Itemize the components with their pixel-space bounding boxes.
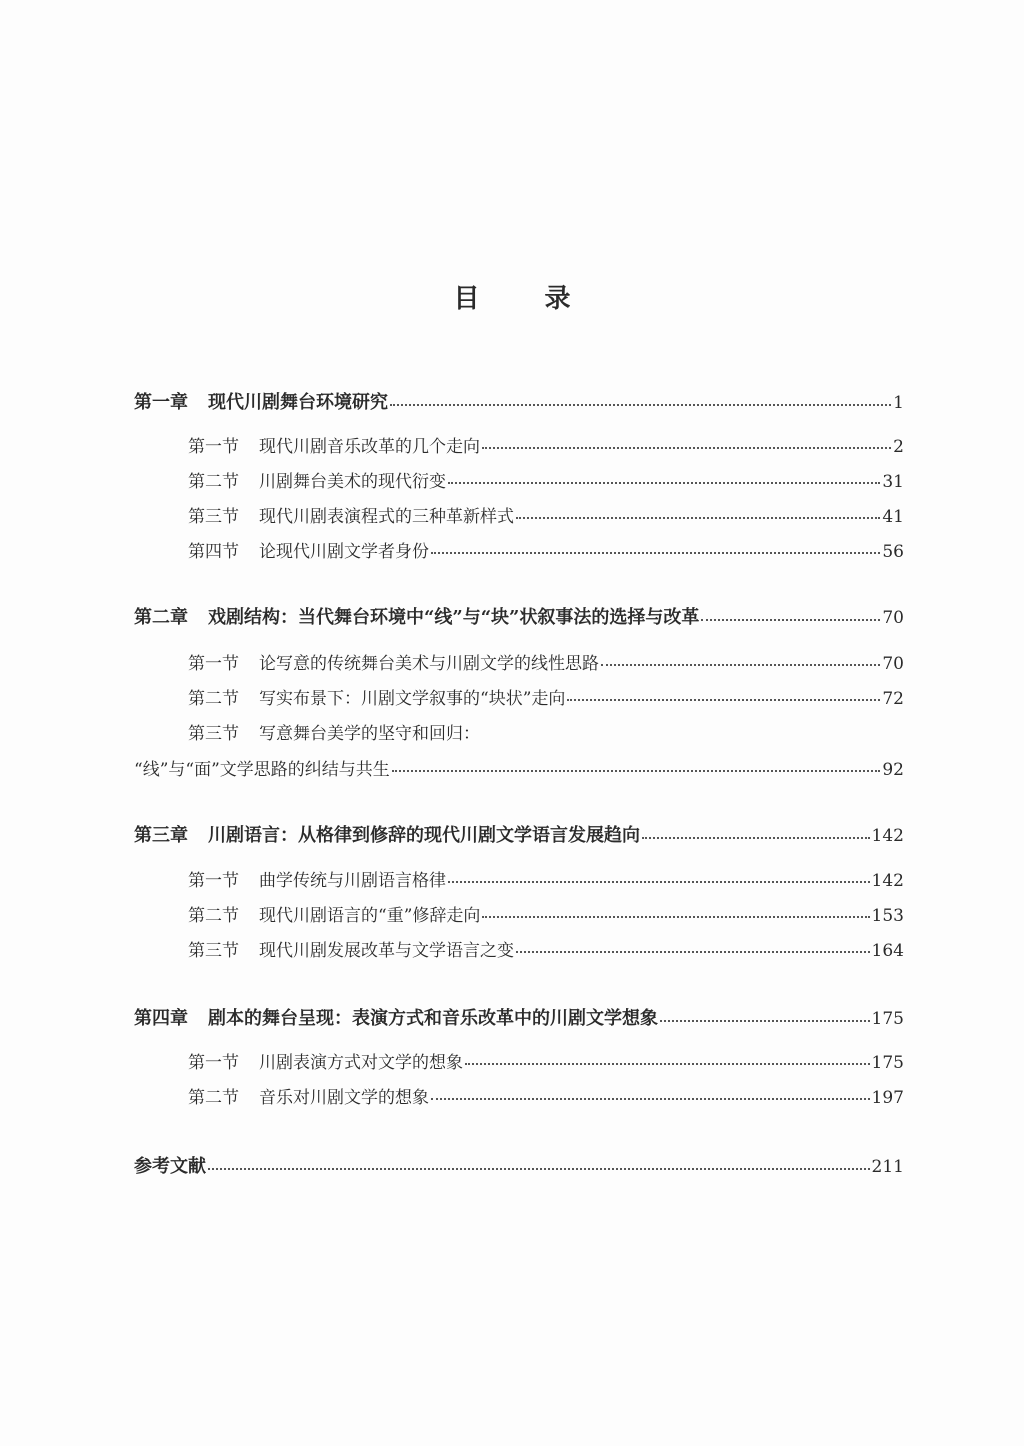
toc-section-2-1[interactable]: [188, 649, 904, 674]
page-number: 175: [871, 1009, 904, 1029]
dot-leader: [465, 1062, 870, 1065]
dot-leader: [701, 618, 880, 621]
dot-leader: [516, 516, 880, 519]
toc-section-3-1[interactable]: [188, 866, 904, 891]
toc-chapter-1[interactable]: [134, 388, 904, 414]
toc-section-1-3[interactable]: [188, 502, 904, 527]
toc-section-2-2[interactable]: [188, 684, 904, 709]
page-number: 142: [871, 826, 904, 846]
page-number: 197: [871, 1088, 904, 1108]
toc-section-4-1[interactable]: [188, 1048, 904, 1073]
dot-leader: [431, 551, 880, 554]
section-title: 川剧表演方式对文学的想象: [259, 1053, 463, 1073]
page-number: 153: [871, 906, 904, 926]
section-label: 第一节: [188, 437, 239, 457]
page-number: 164: [871, 941, 904, 961]
dot-leader: [642, 836, 870, 839]
toc-section-4-2[interactable]: [188, 1083, 904, 1108]
section-title: 现代川剧音乐改革的几个走向: [259, 437, 480, 457]
section-title: 现代川剧发展改革与文学语言之变: [259, 941, 514, 961]
dot-leader: [431, 1097, 870, 1100]
section-title: 川剧舞台美术的现代衍变: [259, 472, 446, 492]
toc-section-2-3-continuation[interactable]: [134, 755, 904, 780]
section-title: 音乐对川剧文学的想象: [259, 1088, 429, 1108]
toc-section-1-2[interactable]: [188, 467, 904, 492]
dot-leader: [567, 698, 880, 701]
toc-section-3-3[interactable]: [188, 936, 904, 961]
dot-leader: [392, 769, 881, 772]
page-number: 92: [882, 760, 904, 780]
section-title: 现代川剧表演程式的三种革新样式: [259, 507, 514, 527]
section-label: 第二节: [188, 472, 239, 492]
references-title: 参考文献: [134, 1156, 206, 1177]
dot-leader: [208, 1167, 870, 1170]
section-label: 第三节: [188, 941, 239, 961]
page-number: 41: [882, 507, 904, 527]
section-title: 论写意的传统舞台美术与川剧文学的线性思路: [259, 654, 599, 674]
toc-section-3-2[interactable]: [188, 901, 904, 926]
page-number: 142: [871, 871, 904, 891]
dot-leader: [482, 446, 891, 449]
toc-section-1-4[interactable]: [188, 537, 904, 562]
dot-leader: [390, 403, 891, 406]
page-number: 70: [882, 608, 904, 628]
section-label: 第一节: [188, 871, 239, 891]
chapter-label: 第四章: [134, 1008, 188, 1029]
dot-leader: [448, 880, 870, 883]
dot-leader: [516, 950, 870, 953]
page-number: 2: [893, 437, 904, 457]
page-number: 1: [893, 393, 904, 413]
section-title: 论现代川剧文学者身份: [259, 542, 429, 562]
chapter-title: 现代川剧舞台环境研究: [208, 392, 388, 413]
chapter-title: 剧本的舞台呈现：表演方式和音乐改革中的川剧文学想象: [208, 1008, 658, 1029]
page-number: 211: [871, 1157, 904, 1177]
section-label: 第二节: [188, 689, 239, 709]
section-label: 第三节: [188, 507, 239, 527]
page-number: 72: [882, 689, 904, 709]
section-label: 第一节: [188, 654, 239, 674]
dot-leader: [660, 1019, 870, 1022]
page-number: 175: [871, 1053, 904, 1073]
toc-chapter-3[interactable]: [134, 821, 904, 847]
toc-chapter-2[interactable]: [134, 603, 904, 629]
dot-leader: [448, 481, 880, 484]
page-number: 70: [882, 654, 904, 674]
section-label: 第三节: [188, 724, 239, 744]
dot-leader: [601, 663, 880, 666]
section-title: 写实布景下：川剧文学叙事的“块状”走向: [259, 689, 566, 709]
page-number: 56: [882, 542, 904, 562]
section-title-continuation: “线”与“面”文学思路的纠结与共生: [134, 760, 390, 780]
section-label: 第二节: [188, 906, 239, 926]
chapter-title: 川剧语言：从格律到修辞的现代川剧文学语言发展趋向: [208, 825, 640, 846]
toc-section-2-3[interactable]: [188, 719, 480, 744]
section-label: 第一节: [188, 1053, 239, 1073]
toc-title: 目 录: [453, 284, 599, 314]
section-label: 第四节: [188, 542, 239, 562]
chapter-label: 第三章: [134, 825, 188, 846]
toc-references[interactable]: [134, 1152, 904, 1178]
section-title: 曲学传统与川剧语言格律: [259, 871, 446, 891]
toc-section-1-1[interactable]: [188, 432, 904, 457]
chapter-label: 第一章: [134, 392, 188, 413]
page-number: 31: [882, 472, 904, 492]
chapter-label: 第二章: [134, 607, 188, 628]
chapter-title: 戏剧结构：当代舞台环境中“线”与“块”状叙事法的选择与改革: [208, 607, 700, 628]
dot-leader: [482, 915, 869, 918]
section-label: 第二节: [188, 1088, 239, 1108]
toc-chapter-4[interactable]: [134, 1004, 904, 1030]
section-title: 写意舞台美学的坚守和回归：: [259, 724, 480, 744]
section-title: 现代川剧语言的“重”修辞走向: [259, 906, 481, 926]
